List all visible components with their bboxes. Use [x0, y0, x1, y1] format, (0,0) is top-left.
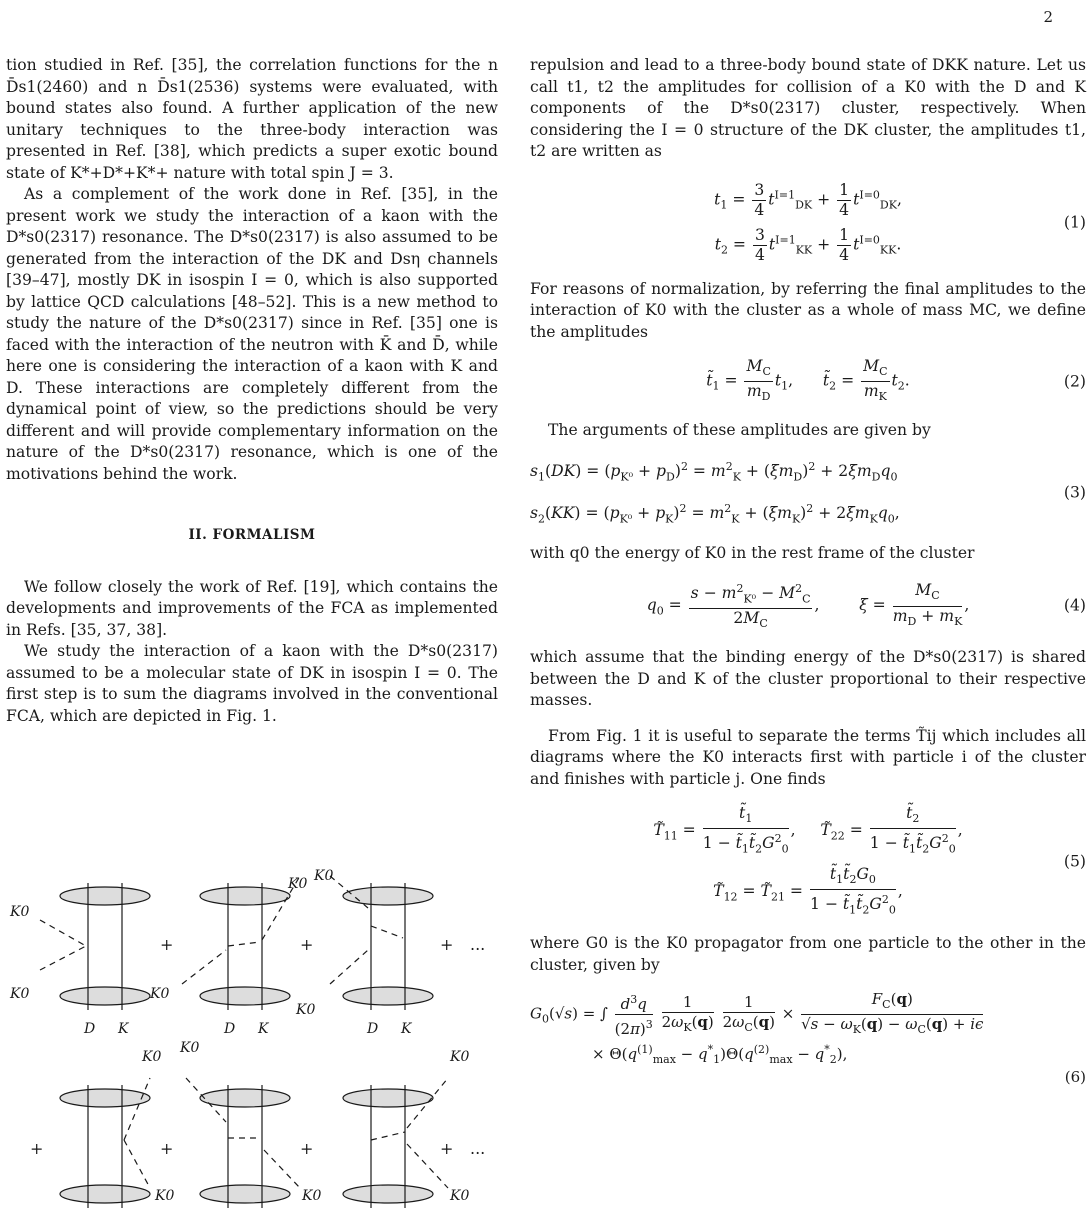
cluster-blob: [343, 887, 433, 905]
cluster-blob: [200, 1185, 290, 1203]
cluster-blob: [200, 887, 290, 905]
figure-label: K0: [180, 1040, 200, 1056]
cluster-blob: [60, 987, 150, 1005]
plus-sign: +: [160, 935, 174, 954]
cluster-blob: [60, 1089, 150, 1107]
plus-sign: +: [160, 1139, 174, 1158]
figure-label: K: [401, 1021, 412, 1037]
figure-label: K0: [302, 1188, 322, 1204]
paragraph: The arguments of these amplitudes are given by: [548, 421, 931, 440]
figure-label: K: [118, 1021, 129, 1037]
ellipsis: ...: [470, 1139, 486, 1158]
figure-label: D: [367, 1021, 379, 1037]
paragraph: which assume that the binding energy of the D*s0(2317) is shared between the D and K of the cluster proportional to their respective masses.: [530, 648, 1086, 710]
equation-number: (5): [1063, 851, 1086, 870]
equation-6: $G_0(√s)$ = ∫ $\frac{d^3q}{(2\pi)^3}$ $\frac{1}{2\omega_K(q)}$ $\frac{1}{2\omega_C(q)}$ × $\frac{F_C(q)}{√s - \omega_K(q) - \omega_C(q) + i\epsilon}$ × $\Theta(q^{(1)}_{max} - q^*_1)\Theta(q^{(2)}_{max} - q^*_2)$, (6): [530, 990, 1086, 1071]
ellipsis: ...: [470, 935, 486, 954]
plus-sign: +: [30, 1139, 44, 1158]
plus-sign: +: [300, 1139, 314, 1158]
figure-label: K0: [150, 986, 170, 1002]
figure-label: D: [224, 1021, 236, 1037]
section-heading: II. FORMALISM: [188, 527, 316, 543]
equation-number: (1): [1063, 212, 1086, 231]
plus-sign: +: [440, 935, 454, 954]
paragraph: We follow closely the work of Ref. [19], which contains the developments and improvements of the FCA as implemented in Refs. [35, 37, 38].: [6, 577, 498, 639]
paragraph: where G0 is the K0 propagator from one particle to the other in the cluster, given by: [530, 934, 1086, 974]
equation-number: (3): [1063, 482, 1086, 501]
figure-label: K0: [314, 868, 334, 884]
figure-label: K0: [296, 1002, 316, 1018]
figure-label: K0: [142, 1049, 162, 1065]
paragraph: From Fig. 1 it is useful to separate the terms T̃ij which includes all diagrams where the K0 interacts first with particle i of the cluster and finishes with particle j. One finds: [530, 726, 1086, 788]
figure-label: K0: [155, 1188, 175, 1204]
page-number: 2: [1043, 8, 1053, 26]
figure-label: D: [84, 1021, 96, 1037]
figure-label: K0: [450, 1049, 470, 1065]
figure-label: K0: [10, 904, 30, 920]
equation-number: (2): [1063, 371, 1086, 390]
plus-sign: +: [300, 935, 314, 954]
feynman-diagrams-figure: [0, 838, 510, 1210]
cluster-blob: [343, 987, 433, 1005]
cluster-blob: [343, 1185, 433, 1203]
plus-sign: +: [440, 1139, 454, 1158]
figure-label: K: [258, 1021, 269, 1037]
paragraph: with q0 the energy of K0 in the rest frame of the cluster: [530, 544, 975, 563]
equation-3: $s_1(DK) = (p_{K^0} + p_D)^2 = m^2_K + (\xi m_D)^2 + 2\xi m_Dq_0$ $s_2(KK) = (p_{K^0} + p_K)^2 = m^2_K + (\xi m_K)^2 + 2\xi m_Kq_0$, (3): [530, 459, 1086, 525]
figure-label: K0: [450, 1188, 470, 1204]
figure-label: K0: [288, 876, 308, 892]
paragraph: We study the interaction of a kaon with the D*s0(2317) assumed to be a molecular state of DK in isospin I = 0. The first step is to sum the diagrams involved in the conventional FCA, which are depicted in Fig. 1.: [6, 642, 498, 725]
right-column: [530, 55, 1086, 1085]
cluster-blob: [60, 1185, 150, 1203]
equation-number: (6): [1064, 1068, 1086, 1087]
equation-5: $T̃_{11}$ = $\frac{t̃_1}{1 - t̃_1t̃_2G^2_0}$ , $T̃_{22}$ = $\frac{t̃_2}{1 - t̃_1t̃_2G^2_0}$ , $T̃_{12}$ = $T̃_{21}$ = $\frac{t̃_1t̃_2G_0}{1 - t̃_1t̃_2G^2_0}$ , (5): [653, 804, 1086, 917]
equation-number: (4): [1063, 596, 1086, 615]
cluster-blob: [60, 887, 150, 905]
figure-label: K0: [10, 986, 30, 1002]
cluster-blob: [200, 1089, 290, 1107]
paragraph: As a complement of the work done in Ref. [35], in the present work we study the interaction of a kaon with the D*s0(2317) resonance. The D*s0(2317) is also assumed to be generated from the interaction of the DK and Dsη channels [39–47], mostly DK in isospin I = 0, which is also supported by lattice QCD calculations [48–52]. This is a new method to study the nature of the D*s0(2317) since in Ref. [35] one is faced with the interaction of the neutron with K̄ and D̄, while here one is considering the interaction of a kaon with K and D. These interactions are completely different from the dynamical point of view, so the predictions should be very different and will provide complementary information on the nature of the D*s0(2317) resonance, which is one of the motivations behind the work.: [6, 185, 498, 483]
paragraph: repulsion and lead to a three-body bound state of DKK nature. Let us call t1, t2 the amplitudes for collision of a K0 with the D and K components of the D*s0(2317) cluster, respectively. When considering the I = 0 structure of the DK cluster, the amplitudes t1, t2 are written as: [530, 56, 1086, 160]
left-column: [6, 55, 498, 727]
paragraph: tion studied in Ref. [35], the correlation functions for the n D̄s1(2460) and n D̄s1(2536) systems were evaluated, with bound states also found. A further application of the new unitary techniques to the three-body interaction was presented in Ref. [38], which predicts a super exotic bound state of K*+D*+K*+ nature with total spin J = 3.: [6, 56, 498, 182]
cluster-blob: [200, 987, 290, 1005]
equation-1: $t_1$ = $\frac{3}{4}$ $t^{I=1}_{DK}$ + $\frac{1}{4}$ $t^{I=0}_{DK}$, $t_2$ = $\frac{3}{4}$ $t^{I=1}_{KK}$ + $\frac{1}{4}$ $t^{I=0}_{KK}$. (1): [714, 180, 1086, 264]
paragraph: For reasons of normalization, by referring the final amplitudes to the interaction of K0 with the cluster as a whole of mass MC, we define the amplitudes: [530, 279, 1086, 341]
cluster-blob: [343, 1089, 433, 1107]
equation-4: $q_0$ = $\frac{s - m^2_{K^0} - M^2_C}{2M_C}$ , ξ = $\frac{M_C}{m_D + m_K}$ , (4): [530, 579, 1086, 633]
equation-2: $t̃_1$ = $\frac{M_C}{m_D}$ $t_1$, $t̃_2$ = $\frac{M_C}{m_K}$ $t_2$. (2): [706, 357, 1086, 404]
